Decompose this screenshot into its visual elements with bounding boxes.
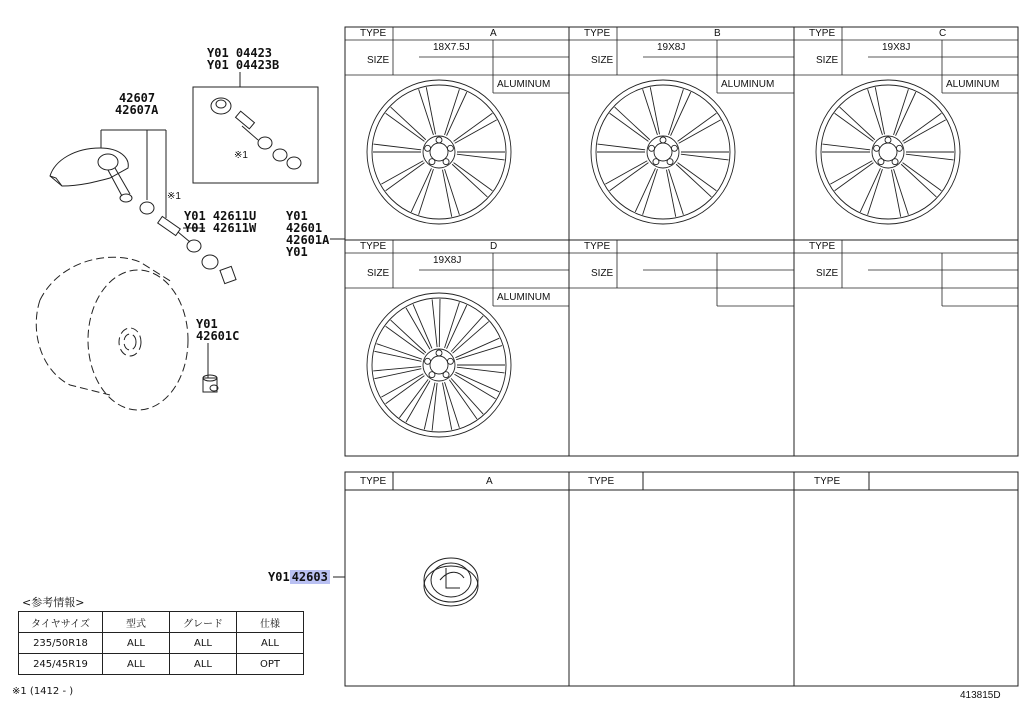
part-number-valve-set-b[interactable]: Y01 04423B bbox=[207, 58, 280, 72]
ref-header-spec: 仕様 bbox=[237, 612, 304, 633]
part-number-valve-u[interactable]: Y01 42611U bbox=[184, 209, 257, 223]
wheel-type-label: TYPE bbox=[809, 28, 836, 39]
part-number-wheel-prefix[interactable]: Y01 bbox=[286, 209, 308, 223]
cap-type-label-a: TYPE bbox=[360, 476, 387, 487]
wheel-size-value: 19X8J bbox=[657, 42, 686, 53]
wheel-size-value: 19X8J bbox=[882, 42, 911, 53]
ref-cell: 235/50R18 bbox=[19, 633, 103, 654]
cap-type-label-2: TYPE bbox=[588, 476, 615, 487]
wheel-material-label: ALUMINUM bbox=[497, 79, 551, 90]
ref-cell: 245/45R19 bbox=[19, 654, 103, 675]
reference-header-row bbox=[19, 612, 304, 633]
cap-type-label-3: TYPE bbox=[814, 476, 841, 487]
part-number-sensor[interactable]: 42607 bbox=[119, 91, 156, 105]
ref-cell: ALL bbox=[103, 654, 170, 675]
wheel-type-label: TYPE bbox=[809, 241, 836, 252]
wheel-size-label: SIZE bbox=[591, 268, 614, 279]
wheel-type-label: TYPE bbox=[584, 28, 611, 39]
wheel-size-value: 19X8J bbox=[433, 255, 462, 266]
footnote: ※1 (1412 - ) bbox=[12, 686, 74, 697]
reference-table bbox=[18, 611, 304, 675]
wheel-material-label: ALUMINUM bbox=[721, 79, 775, 90]
wheel-type-label: TYPE bbox=[584, 241, 611, 252]
wheel-size-label: SIZE bbox=[591, 55, 614, 66]
part-number-wheel[interactable]: 42601 bbox=[286, 221, 323, 235]
ref-cell: ALL bbox=[237, 633, 304, 654]
wheel-type-a-art bbox=[367, 80, 511, 224]
reference-title: <参考情報> bbox=[22, 596, 85, 609]
cap-type-value-a: A bbox=[486, 476, 493, 487]
wheel-type-b-art bbox=[591, 80, 735, 224]
ref-header-tire-size: タイヤサイズ bbox=[19, 612, 103, 633]
wheel-type-value: B bbox=[714, 28, 721, 39]
wheel-type-c-art bbox=[816, 80, 960, 224]
ref-cell: ALL bbox=[103, 633, 170, 654]
ref-cell: OPT bbox=[237, 654, 304, 675]
wheel-type-d-art bbox=[367, 293, 511, 437]
wheel-size-value: 18X7.5J bbox=[433, 42, 470, 53]
part-number-wheel-suffix[interactable]: Y01 bbox=[286, 245, 308, 259]
note-mark-top: ※1 bbox=[234, 150, 248, 161]
ref-header-grade: グレード bbox=[170, 612, 237, 633]
part-number-valve-w[interactable]: Y01 42611W bbox=[184, 221, 257, 235]
part-number-nut[interactable]: 42601C bbox=[196, 329, 240, 343]
part-number-sensor-a[interactable]: 42607A bbox=[115, 103, 159, 117]
wheel-type-label: TYPE bbox=[360, 28, 387, 39]
cap-part-link[interactable]: 42603 bbox=[291, 570, 328, 584]
part-number-nut-prefix[interactable]: Y01 bbox=[196, 317, 218, 331]
wheel-type-label: TYPE bbox=[360, 241, 387, 252]
wheel-size-label: SIZE bbox=[816, 55, 839, 66]
table-row bbox=[19, 654, 304, 675]
wheel-material-label: ALUMINUM bbox=[946, 79, 1000, 90]
wheel-type-value: A bbox=[490, 28, 497, 39]
wheel-size-label: SIZE bbox=[367, 268, 390, 279]
part-number-wheel-a[interactable]: 42601A bbox=[286, 233, 330, 247]
ref-cell: ALL bbox=[170, 654, 237, 675]
cap-prefix: Y01 bbox=[268, 570, 290, 584]
ref-cell: ALL bbox=[170, 633, 237, 654]
wheel-size-label: SIZE bbox=[816, 268, 839, 279]
wheel-material-label: ALUMINUM bbox=[497, 292, 551, 303]
ref-header-model: 型式 bbox=[103, 612, 170, 633]
wheel-type-value: D bbox=[490, 241, 498, 252]
table-row bbox=[19, 633, 304, 654]
diagram-id: 413815D bbox=[960, 690, 1001, 701]
note-mark-left: ※1 bbox=[167, 191, 181, 202]
wheel-type-value: C bbox=[939, 28, 947, 39]
wheel-size-label: SIZE bbox=[367, 55, 390, 66]
part-number-valve-set[interactable]: Y01 04423 bbox=[207, 46, 273, 60]
